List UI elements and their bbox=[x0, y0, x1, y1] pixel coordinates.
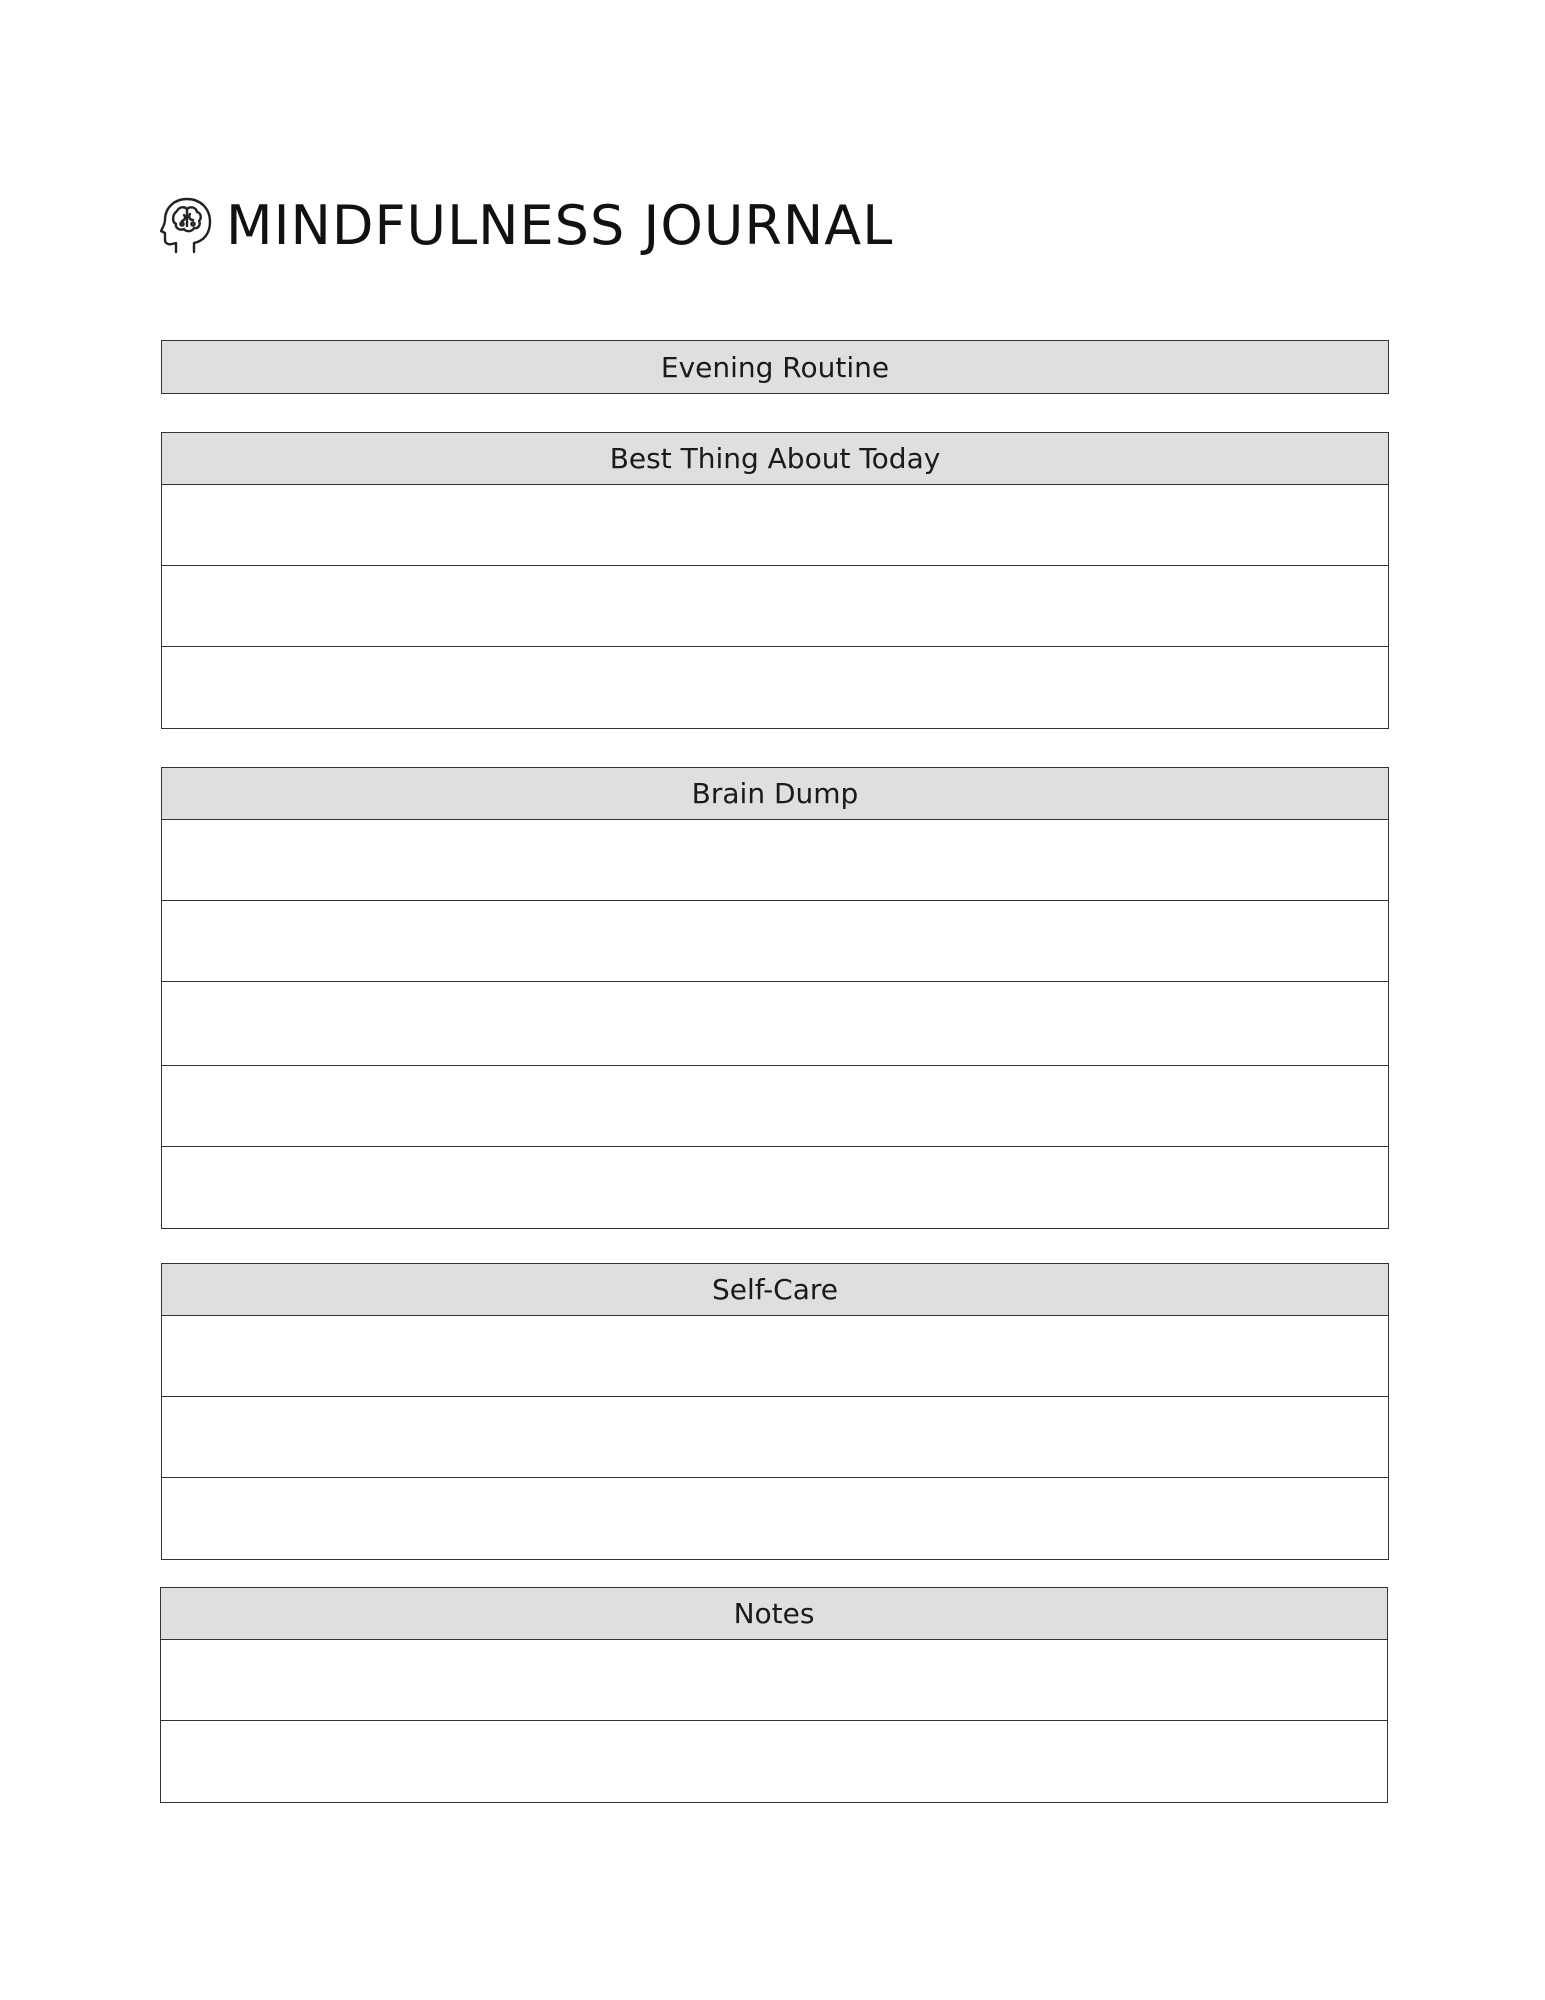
section-brain-dump bbox=[161, 767, 1389, 1229]
writing-row[interactable] bbox=[162, 1478, 1388, 1559]
title-row bbox=[160, 185, 893, 265]
writing-row[interactable] bbox=[162, 485, 1388, 566]
writing-row[interactable] bbox=[162, 1316, 1388, 1397]
writing-row[interactable] bbox=[162, 982, 1388, 1066]
writing-row[interactable] bbox=[161, 1721, 1387, 1802]
writing-row[interactable] bbox=[162, 901, 1388, 982]
brain-head-icon bbox=[160, 195, 214, 255]
writing-row[interactable] bbox=[162, 1147, 1388, 1228]
writing-row[interactable] bbox=[161, 1640, 1387, 1721]
section-notes bbox=[160, 1587, 1388, 1803]
section-header: Brain Dump bbox=[162, 768, 1388, 820]
section-header: Notes bbox=[161, 1588, 1387, 1640]
section-best-thing bbox=[161, 432, 1389, 729]
writing-row[interactable] bbox=[162, 1397, 1388, 1478]
page-title: MINDFULNESS JOURNAL bbox=[226, 193, 894, 257]
section-header: Self-Care bbox=[162, 1264, 1388, 1316]
writing-row[interactable] bbox=[162, 566, 1388, 647]
section-self-care bbox=[161, 1263, 1389, 1560]
section-header: Evening Routine bbox=[162, 341, 1388, 393]
writing-row[interactable] bbox=[162, 647, 1388, 728]
section-header: Best Thing About Today bbox=[162, 433, 1388, 485]
section-evening-routine bbox=[161, 340, 1389, 394]
writing-row[interactable] bbox=[162, 1066, 1388, 1147]
writing-row[interactable] bbox=[162, 820, 1388, 901]
